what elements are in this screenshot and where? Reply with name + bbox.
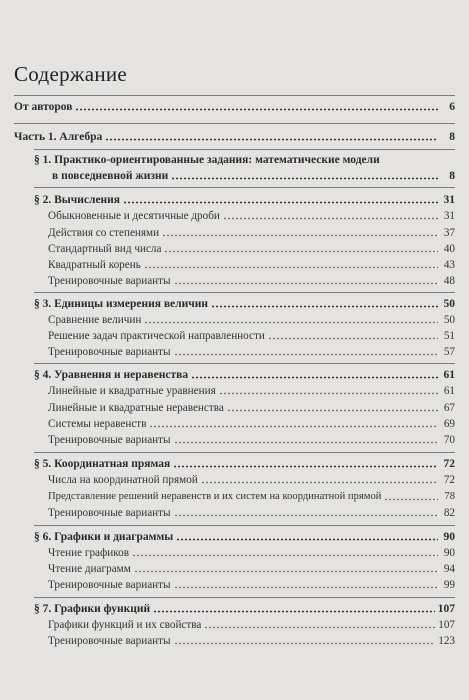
toc-entry-label: Тренировочные варианты bbox=[48, 275, 171, 287]
toc-entry-label: Тренировочные варианты bbox=[48, 434, 171, 446]
toc-section-entry[interactable] bbox=[34, 367, 455, 383]
toc-entry-label: Линейные и квадратные уравнения bbox=[48, 385, 216, 397]
toc-entry-page: 50 bbox=[443, 314, 455, 326]
dot-leader bbox=[123, 192, 438, 204]
toc-subentry[interactable] bbox=[48, 505, 455, 521]
toc-subentry[interactable] bbox=[48, 472, 455, 488]
dot-leader bbox=[153, 601, 435, 613]
toc-entry-page: 67 bbox=[443, 402, 455, 414]
toc-section-entry[interactable] bbox=[34, 456, 455, 472]
divider bbox=[14, 95, 455, 96]
toc-subentry[interactable] bbox=[48, 208, 455, 224]
divider bbox=[34, 187, 455, 188]
toc-entry-label: Тренировочные варианты bbox=[48, 346, 171, 358]
toc-entry-page: 107 bbox=[438, 619, 455, 631]
toc-entry-label: Решение задач практической направленности bbox=[48, 330, 265, 342]
dot-leader bbox=[75, 99, 438, 111]
toc-subentry[interactable] bbox=[48, 617, 455, 633]
dot-leader bbox=[384, 489, 438, 501]
dot-leader bbox=[227, 400, 438, 412]
toc-entry-page: 31 bbox=[443, 210, 455, 222]
toc-entry-page: 94 bbox=[443, 563, 455, 575]
toc-entry-label: Действия со степенями bbox=[48, 227, 160, 239]
toc-subentry[interactable] bbox=[48, 328, 455, 344]
toc-entry-label: в повседневной жизни bbox=[52, 170, 169, 182]
toc-subentry[interactable] bbox=[48, 400, 455, 416]
toc-subentry[interactable] bbox=[48, 383, 455, 399]
toc-entry-label: § 7. Графики функций bbox=[34, 603, 151, 615]
toc-entry-label: Чтение графиков bbox=[48, 547, 129, 559]
dot-leader bbox=[173, 456, 438, 468]
divider bbox=[34, 525, 455, 526]
dot-leader bbox=[132, 545, 438, 557]
toc-entry-label: Стандартный вид числа bbox=[48, 243, 162, 255]
divider bbox=[34, 452, 455, 453]
toc-subentry[interactable] bbox=[48, 312, 455, 328]
toc-section-entry[interactable] bbox=[34, 152, 455, 168]
dot-leader bbox=[174, 432, 438, 444]
toc-entry-page: 40 bbox=[443, 243, 455, 255]
toc-subentry[interactable] bbox=[48, 561, 455, 577]
toc-entry-label: Часть 1. Алгебра bbox=[14, 131, 103, 143]
toc-entry-page: 61 bbox=[443, 369, 455, 381]
page-title: Содержание bbox=[14, 62, 128, 86]
toc-subentry[interactable] bbox=[48, 344, 455, 360]
toc-entry-page: 72 bbox=[443, 458, 455, 470]
dot-leader bbox=[144, 257, 438, 269]
toc-subentry[interactable] bbox=[48, 416, 455, 432]
toc-entry-page: 90 bbox=[443, 547, 455, 559]
toc-entry-page: 8 bbox=[449, 170, 455, 182]
dot-leader bbox=[174, 273, 438, 285]
toc-entry-label: Тренировочные варианты bbox=[48, 507, 171, 519]
dot-leader bbox=[191, 367, 438, 379]
divider bbox=[34, 597, 455, 598]
toc-entry-page: 123 bbox=[438, 635, 455, 647]
toc-entry-page: 37 bbox=[443, 227, 455, 239]
toc-subentry[interactable] bbox=[48, 577, 455, 593]
toc-entry-label: § 5. Координатная прямая bbox=[34, 458, 171, 470]
toc-entry-label: Обыкновенные и десятичные дроби bbox=[48, 210, 220, 222]
toc-entry-label: От авторов bbox=[14, 101, 73, 113]
dot-leader bbox=[174, 577, 438, 589]
toc-entry-page: 8 bbox=[449, 131, 455, 143]
dot-leader bbox=[105, 129, 438, 141]
toc-entry-label: Представление решений неравенств и их систем на координатной прямой bbox=[48, 491, 382, 502]
dot-leader bbox=[149, 416, 438, 428]
toc-entry-label: Чтение диаграмм bbox=[48, 563, 131, 575]
toc-section-entry[interactable] bbox=[34, 601, 455, 617]
toc-entry[interactable] bbox=[14, 129, 455, 145]
toc-subentry[interactable] bbox=[48, 225, 455, 241]
dot-leader bbox=[176, 529, 438, 541]
toc-subentry[interactable] bbox=[48, 633, 455, 649]
toc-entry-page: 51 bbox=[443, 330, 455, 342]
dot-leader bbox=[144, 312, 438, 324]
dot-leader bbox=[211, 296, 438, 308]
toc-entry-label: § 4. Уравнения и неравенства bbox=[34, 369, 189, 381]
toc-entry-page: 57 bbox=[443, 346, 455, 358]
toc-entry-page: 82 bbox=[443, 507, 455, 519]
divider bbox=[14, 123, 455, 124]
toc-entry[interactable] bbox=[52, 168, 455, 184]
toc-entry-page: 107 bbox=[437, 603, 455, 615]
dot-leader bbox=[164, 241, 438, 253]
toc-subentry[interactable] bbox=[48, 273, 455, 289]
toc-entry-page: 99 bbox=[443, 579, 455, 591]
toc-entry-page: 43 bbox=[443, 259, 455, 271]
dot-leader bbox=[268, 328, 438, 340]
toc-entry-page: 90 bbox=[443, 531, 455, 543]
toc-section-entry[interactable] bbox=[34, 296, 455, 312]
toc-entry-label: Числа на координатной прямой bbox=[48, 474, 198, 486]
toc-subentry[interactable] bbox=[48, 257, 455, 273]
toc-subentry[interactable] bbox=[48, 545, 455, 561]
toc-entry-page: 50 bbox=[443, 298, 455, 310]
divider bbox=[34, 292, 455, 293]
toc-entry[interactable] bbox=[14, 99, 455, 115]
divider bbox=[34, 149, 455, 150]
toc-entry-label: § 6. Графики и диаграммы bbox=[34, 531, 174, 543]
toc-entry-page: 72 bbox=[443, 474, 455, 486]
toc-entry-label: Линейные и квадратные неравенства bbox=[48, 402, 224, 414]
toc-entry-page: 69 bbox=[443, 418, 455, 430]
toc-entry-page: 6 bbox=[449, 101, 455, 113]
toc-entry-label: Графики функций и их свойства bbox=[48, 619, 202, 631]
dot-leader bbox=[219, 383, 438, 395]
dot-leader bbox=[201, 472, 438, 484]
toc-section-entry[interactable] bbox=[34, 529, 455, 545]
toc-subentry[interactable] bbox=[48, 241, 455, 257]
dot-leader bbox=[171, 168, 438, 180]
toc-entry-label: Тренировочные варианты bbox=[48, 635, 171, 647]
toc-entry-label: Квадратный корень bbox=[48, 259, 141, 271]
toc-entry-label: Сравнение величин bbox=[48, 314, 142, 326]
toc-entry-page: 48 bbox=[443, 275, 455, 287]
toc-subentry[interactable] bbox=[48, 489, 455, 505]
toc-entry-page: 31 bbox=[443, 194, 455, 206]
dot-leader bbox=[174, 505, 438, 517]
dot-leader bbox=[174, 633, 436, 645]
dot-leader bbox=[204, 617, 435, 629]
divider bbox=[34, 363, 455, 364]
dot-leader bbox=[134, 561, 438, 573]
dot-leader bbox=[174, 344, 438, 356]
toc-entry-label: § 2. Вычисления bbox=[34, 194, 121, 206]
dot-leader bbox=[223, 208, 438, 220]
dot-leader bbox=[162, 225, 438, 237]
toc-entry-page: 78 bbox=[444, 491, 455, 502]
toc-entry-page: 70 bbox=[443, 434, 455, 446]
toc-entry-label: Тренировочные варианты bbox=[48, 579, 171, 591]
toc-entry-label: Системы неравенств bbox=[48, 418, 147, 430]
toc-entry-page: 61 bbox=[443, 385, 455, 397]
toc-entry-label: § 3. Единицы измерения величин bbox=[34, 298, 208, 310]
toc-entry-label-line1: § 1. Практико-ориентированные задания: математические модели bbox=[34, 154, 380, 166]
toc-subentry[interactable] bbox=[48, 432, 455, 448]
toc-section-entry[interactable] bbox=[34, 192, 455, 208]
